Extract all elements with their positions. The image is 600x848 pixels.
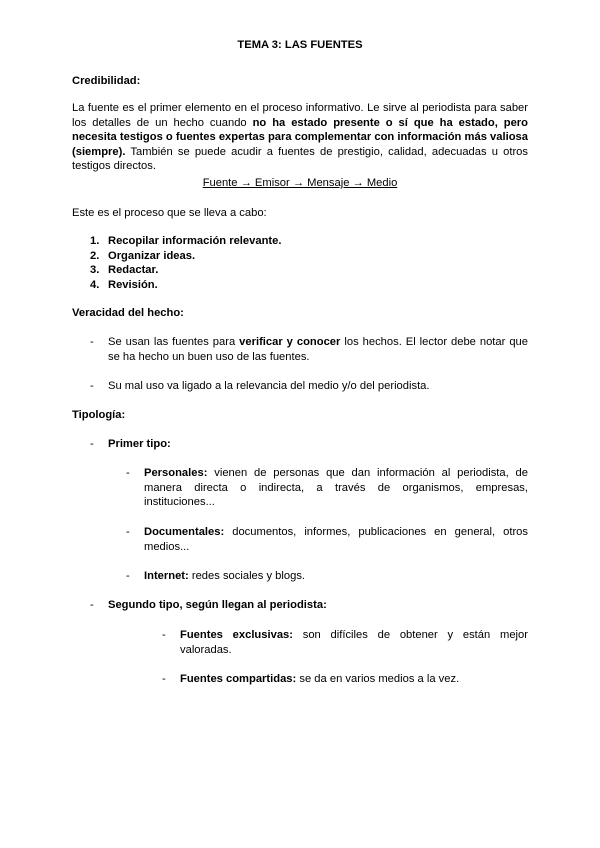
paragraph-intro: Este es el proceso que se lleva a cabo: (72, 207, 267, 219)
list-number: 3. (90, 264, 100, 276)
bold-run: verificar y conocer (239, 336, 341, 348)
list-text (108, 335, 528, 364)
list-number: 4. (90, 279, 100, 291)
text-run: los hechos. El lector debe notar que se ha hecho un buen uso de las fuentes. (108, 336, 528, 363)
heading-credibilidad: Credibilidad: (72, 75, 141, 87)
bold-run: Fuentes exclusivas: (180, 629, 293, 641)
text-run: vienen de personas que dan información al periodista, de manera directa o indirecta, a través de organismos, empresas, instituciones... (144, 467, 528, 508)
bold-run: no ha estado presente o sí que ha estado, pero necesita testigos o fuentes expertas para complementar con información más valiosa (siempre). (72, 116, 528, 158)
dash-bullet: - (90, 380, 94, 392)
text-run: documentos, informes, publicaciones en general, otros medios... (144, 526, 528, 553)
list-text: Primer tipo: (108, 438, 171, 450)
dash-bullet: - (162, 629, 166, 641)
process-flow: Fuente → Emisor → Mensaje → Medio (202, 177, 398, 189)
list-text: Su mal uso va ligado a la relevancia del medio y/o del periodista. (108, 380, 430, 392)
list-text (180, 628, 528, 657)
text-run: son difíciles de obtener y están mejor valoradas. (180, 629, 528, 656)
list-text: Organizar ideas. (108, 250, 196, 262)
page-title: TEMA 3: LAS FUENTES (237, 39, 363, 51)
bold-run: Documentales: (144, 526, 225, 538)
heading-veracidad: Veracidad del hecho: (72, 307, 184, 319)
heading-tipologia: Tipología: (72, 409, 126, 421)
dash-bullet: - (90, 336, 94, 348)
paragraph-credibilidad (72, 101, 528, 174)
list-number: 1. (90, 235, 100, 247)
list-text: Revisión. (108, 279, 158, 291)
dash-bullet: - (90, 438, 94, 450)
text-run: se da en varios medios a la vez. (296, 673, 460, 685)
list-text (144, 525, 528, 554)
dash-bullet: - (126, 570, 130, 582)
text-run: También se puede acudir a fuentes de prestigio, calidad, adecuadas u otros testigos directos. (72, 145, 528, 172)
text-run: Se usan las fuentes para (108, 336, 240, 348)
dash-bullet: - (162, 673, 166, 685)
dash-bullet: - (90, 599, 94, 611)
dash-bullet: - (126, 526, 130, 538)
list-text (180, 672, 528, 687)
list-text (144, 466, 528, 510)
bold-run: Fuentes compartidas: (180, 673, 297, 685)
bold-run: Internet: (144, 570, 189, 582)
bold-run: Personales: (144, 467, 208, 479)
text-run: redes sociales y blogs. (188, 570, 306, 582)
list-text: Segundo tipo, según llegan al periodista: (108, 599, 327, 611)
list-text: Recopilar información relevante. (108, 235, 282, 247)
list-text (144, 569, 528, 584)
text-run: La fuente es el primer elemento en el proceso informativo. Le sirve al periodista para saber los detalles de un hecho cuando (72, 102, 528, 129)
list-number: 2. (90, 250, 100, 262)
dash-bullet: - (126, 467, 130, 479)
list-text: Redactar. (108, 264, 159, 276)
